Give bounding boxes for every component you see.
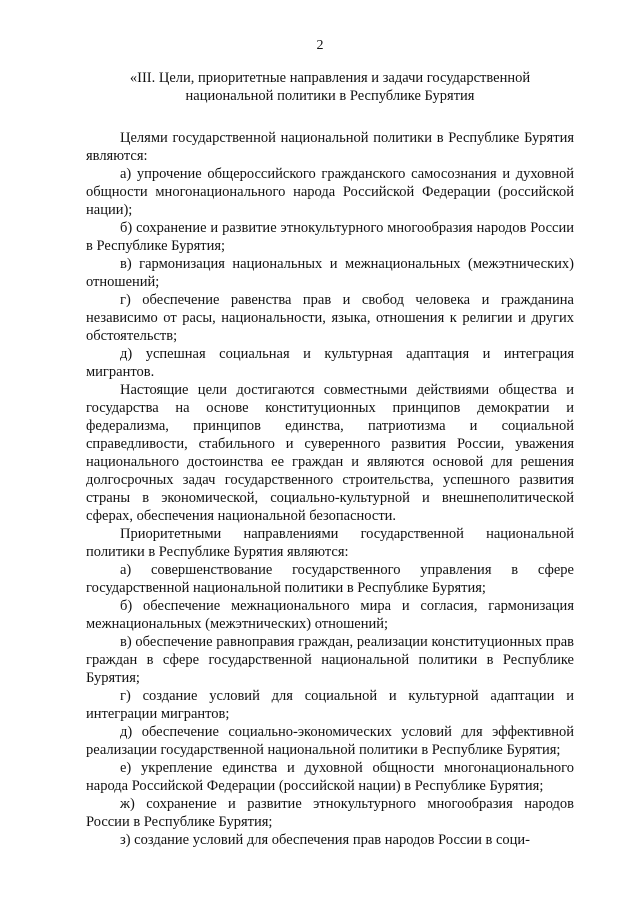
paragraph-priority-d: г) создание условий для социальной и культурной адаптации и интеграции мигрантов;: [86, 688, 574, 722]
paragraph-priority-e: д) обеспечение социально-экономических условий для эффективной реализации государственной национальной политики в Республике Бурятия;: [86, 724, 574, 758]
document-body: [86, 129, 574, 849]
paragraph-priority-h: з) создание условий для обеспечения прав народов России в соци-: [120, 832, 530, 848]
paragraph-priority-f: е) укрепление единства и духовной общности многонационального народа Российской Федерации (российской нации) в Республике Бурятия;: [86, 760, 574, 794]
section-heading-line-1: «III. Цели, приоритетные направления и задачи государственной: [129, 70, 531, 86]
paragraph-priorities-intro: Приоритетными направлениями государственной национальной политики в Республике Бурятия являются:: [86, 526, 574, 560]
section-heading: [100, 69, 560, 105]
paragraph-goals-intro: Целями государственной национальной политики в Республике Бурятия являются:: [86, 130, 574, 164]
paragraph-priority-c: в) обеспечение равноправия граждан, реализации конституционных прав граждан в сфере государственной национальной политики в Республике Бурятия;: [86, 634, 574, 686]
paragraph-goal-a: а) упрочение общероссийского гражданского самосознания и духовной общности многонационального народа Российской Федерации (российской нации);: [86, 166, 574, 218]
section-heading-line-2: национальной политики в Республике Бурятия: [185, 88, 475, 104]
paragraph-priority-g: ж) сохранение и развитие этнокультурного многообразия народов России в Республике Бурятия;: [86, 796, 574, 830]
paragraph-goal-d: г) обеспечение равенства прав и свобод человека и гражданина независимо от расы, национальности, языка, отношения к религии и других обстоятельств;: [86, 292, 574, 344]
paragraph-goal-c: в) гармонизация национальных и межнациональных (межэтнических) отношений;: [86, 256, 574, 290]
paragraph-goals-achievement: Настоящие цели достигаются совместными действиями общества и государства на основе конституционных принципов демократии и федерализма, принципов единства, патриотизма и социальной справедливости, стабильного и суверенного развития России, уважения национального достоинства ее граждан и являются основой для решения долгосрочных задач государственного строительства, успешного развития страны в экономической, социально-культурной и внешнеполитической сферах, обеспечения национальной безопасности.: [86, 382, 574, 524]
paragraph-goal-e: д) успешная социальная и культурная адаптация и интеграция мигрантов.: [86, 346, 574, 380]
paragraph-priority-a: а) совершенствование государственного управления в сфере государственной национальной политики в Республике Бурятия;: [86, 562, 574, 596]
paragraph-goal-b: б) сохранение и развитие этнокультурного многообразия народов России в Республике Бурятия;: [86, 220, 574, 254]
paragraph-priority-b: б) обеспечение межнационального мира и согласия, гармонизация межнациональных (межэтнических) отношений;: [86, 598, 574, 632]
page-number: 2: [316, 38, 324, 53]
